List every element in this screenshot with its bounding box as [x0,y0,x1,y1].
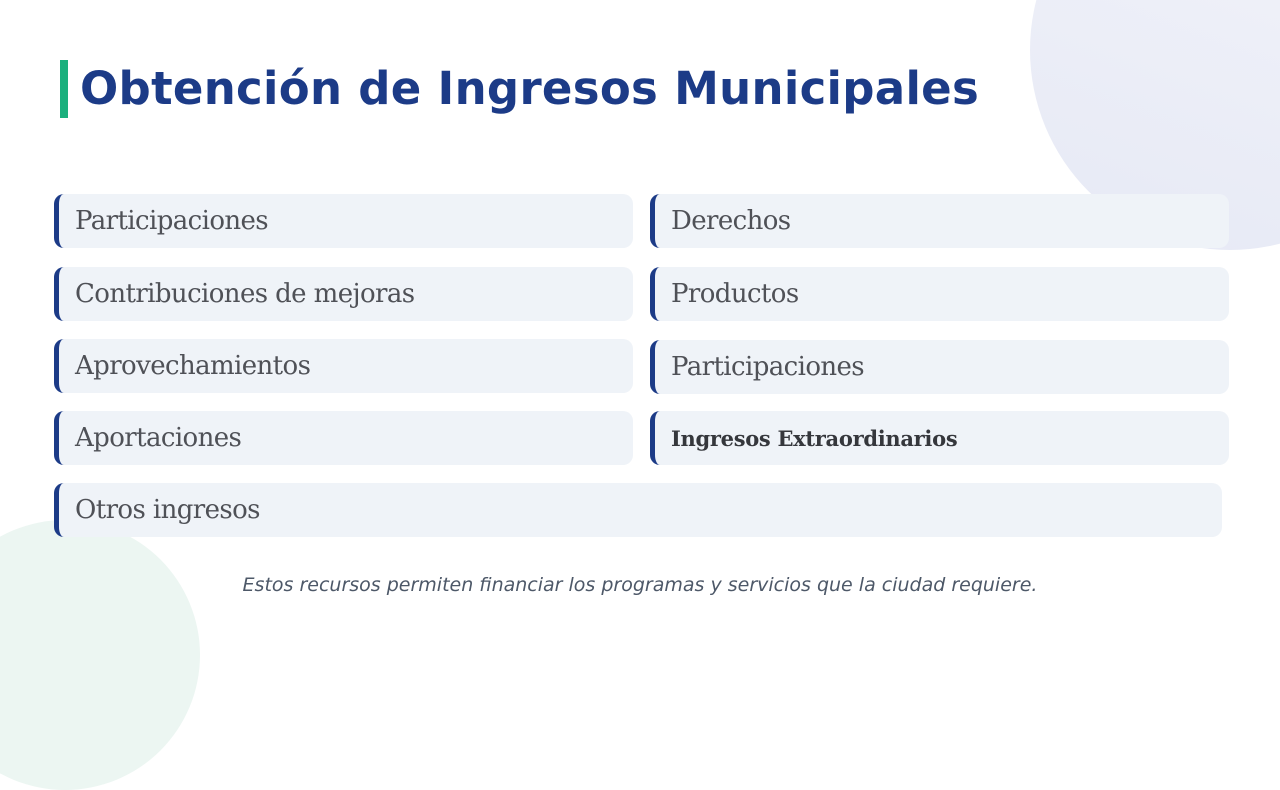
income-card-label: Participaciones [75,206,269,236]
income-card-label: Derechos [671,206,791,236]
income-card-ingresos-extraordinarios [650,411,1229,465]
page-title: Obtención de Ingresos Municipales [80,62,980,115]
income-card-productos [650,267,1229,321]
income-card-label: Aportaciones [75,423,242,453]
income-card-label: Participaciones [671,352,865,382]
income-card-aprovechamientos [54,339,633,393]
income-card-label: Otros ingresos [75,495,260,525]
title-accent-bar [60,60,68,118]
income-card-label: Contribuciones de mejoras [75,279,415,309]
income-card-derechos [650,194,1229,248]
income-card-label: Ingresos Extraordinarios [671,425,958,451]
income-card-aportaciones [54,411,633,465]
income-card-label: Aprovechamientos [75,351,311,381]
income-card-participaciones-2 [650,340,1229,394]
footer-note: Estos recursos permiten financiar los programas y servicios que la ciudad requiere. [242,574,1038,596]
income-card-contribuciones-de-mejoras [54,267,633,321]
income-card-otros-ingresos [54,483,1222,537]
income-card-participaciones [54,194,633,248]
decorative-circle-bottom-left [0,520,200,790]
income-card-label: Productos [671,279,799,309]
